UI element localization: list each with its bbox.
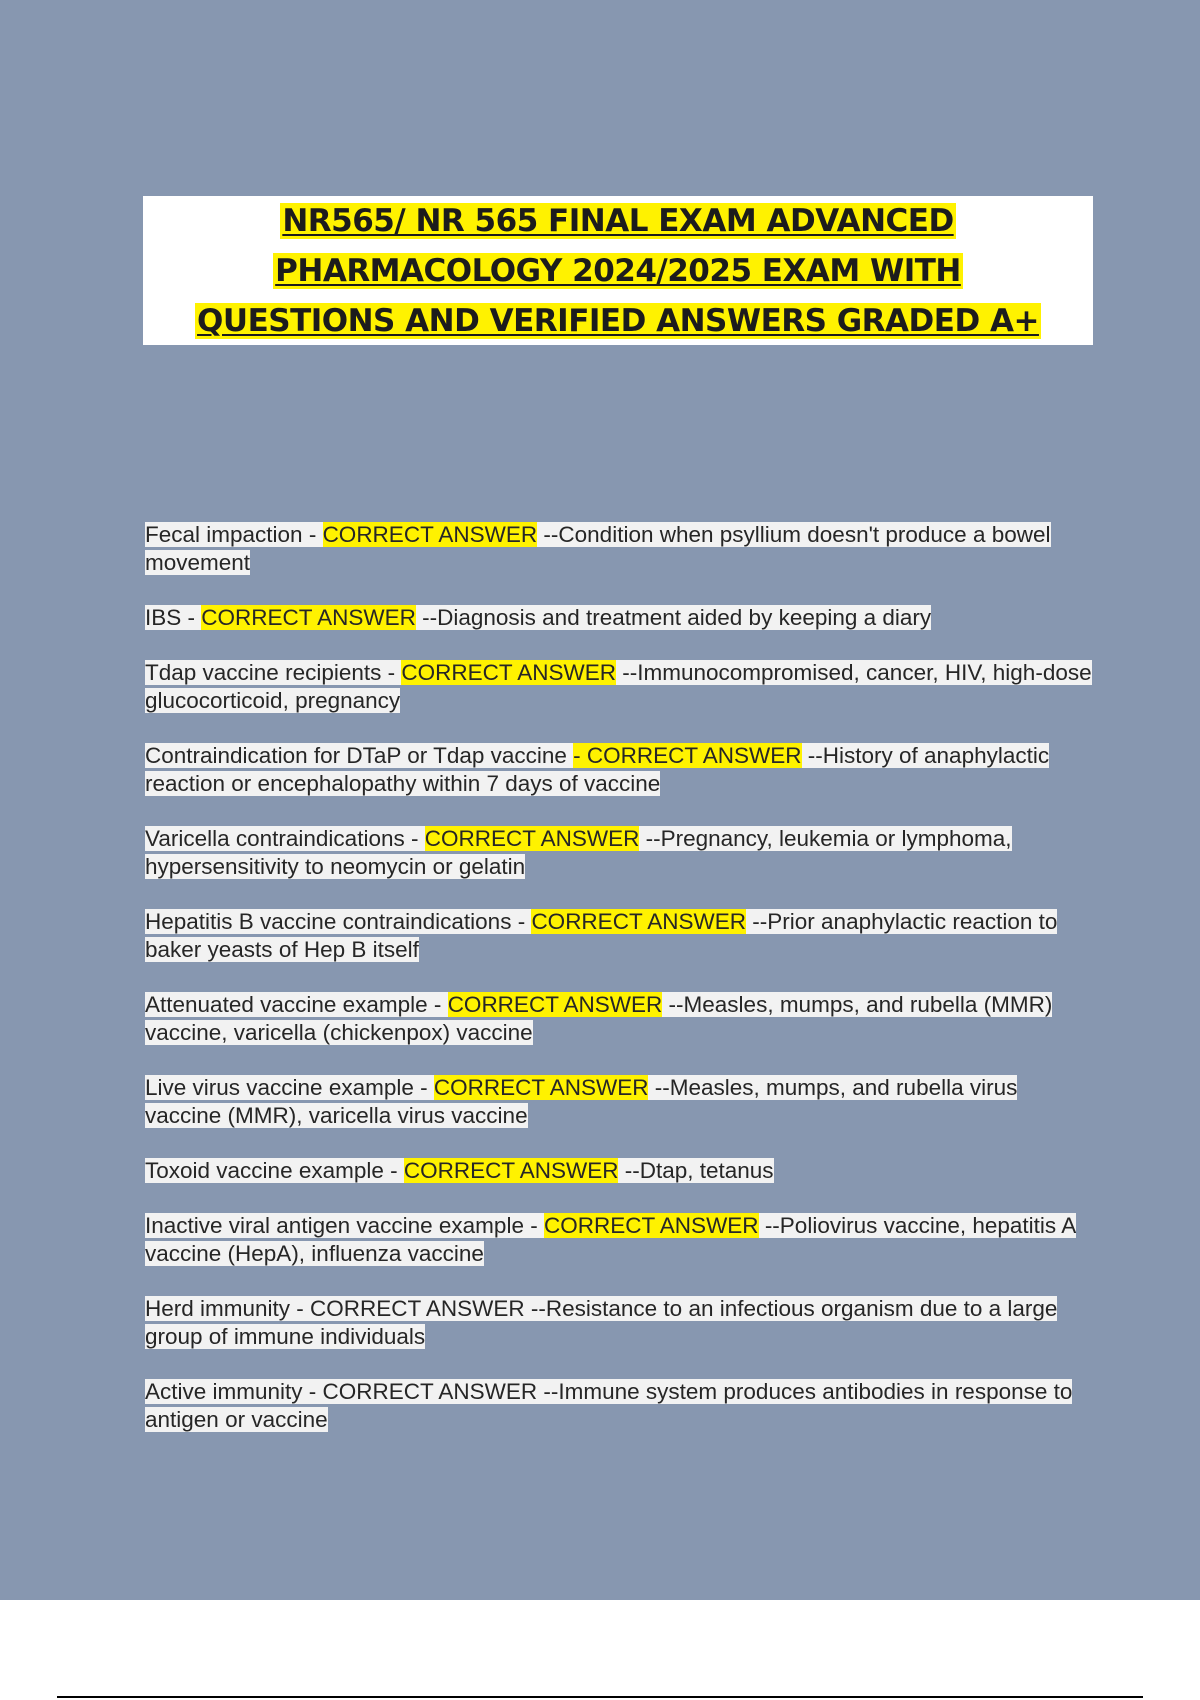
qa-item <box>145 1212 1095 1268</box>
correct-answer-label: - CORRECT ANSWER <box>573 743 802 768</box>
qa-answer: --Immunocompromised, cancer, HIV, high-dose glucocorticoid, pregnancy <box>145 660 1092 713</box>
correct-answer-label: CORRECT ANSWER <box>403 1158 619 1183</box>
qa-term: Active immunity - <box>145 1379 323 1404</box>
title-line-text: QUESTIONS AND VERIFIED ANSWERS GRADED A+ <box>197 303 1039 339</box>
document-title <box>143 196 1093 345</box>
qa-term: IBS - <box>145 605 202 630</box>
qa-list <box>145 521 1095 1461</box>
qa-answer: --Dtap, tetanus <box>618 1158 774 1183</box>
qa-item <box>145 1378 1095 1434</box>
qa-item <box>145 521 1095 577</box>
footer-divider <box>57 1696 1143 1698</box>
correct-answer-label: CORRECT ANSWER <box>424 826 640 851</box>
qa-term: Tdap vaccine recipients - <box>145 660 402 685</box>
qa-item <box>145 991 1095 1047</box>
qa-answer: --Prior anaphylactic reaction to baker yeasts of Hep B itself <box>145 909 1058 962</box>
qa-term: Herd immunity - <box>145 1296 311 1321</box>
correct-answer-label: CORRECT ANSWER <box>447 992 663 1017</box>
qa-item <box>145 742 1095 798</box>
qa-item <box>145 1157 1095 1185</box>
qa-term: Contraindication for DTaP or Tdap vaccine <box>145 743 574 768</box>
qa-term: Hepatitis B vaccine contraindications - <box>145 909 532 934</box>
qa-item <box>145 604 1095 632</box>
qa-answer: --Measles, mumps, and rubella virus vaccine (MMR), varicella virus vaccine <box>145 1075 1018 1128</box>
correct-answer-label: CORRECT ANSWER <box>310 1296 525 1321</box>
qa-item <box>145 1074 1095 1130</box>
qa-answer: --Poliovirus vaccine, hepatitis A vaccine (HepA), influenza vaccine <box>145 1213 1077 1266</box>
correct-answer-label: CORRECT ANSWER <box>401 660 616 685</box>
qa-term: Attenuated vaccine example - <box>145 992 448 1017</box>
qa-item <box>145 908 1095 964</box>
correct-answer-label: CORRECT ANSWER <box>543 1213 759 1238</box>
correct-answer-label: CORRECT ANSWER <box>322 522 538 547</box>
qa-answer: --Diagnosis and treatment aided by keeping a diary <box>415 605 932 630</box>
correct-answer-label: CORRECT ANSWER <box>201 605 416 630</box>
qa-answer: --Measles, mumps, and rubella (MMR) vaccine, varicella (chickenpox) vaccine <box>145 992 1053 1045</box>
title-line-text: NR565/ NR 565 FINAL EXAM ADVANCED <box>282 203 954 239</box>
qa-term: Toxoid vaccine example - <box>145 1158 404 1183</box>
correct-answer-label: CORRECT ANSWER <box>433 1075 649 1100</box>
qa-item <box>145 1295 1095 1351</box>
title-line-text: PHARMACOLOGY 2024/2025 EXAM WITH <box>275 253 961 289</box>
correct-answer-label: CORRECT ANSWER <box>322 1379 538 1404</box>
correct-answer-label: CORRECT ANSWER <box>531 909 747 934</box>
qa-answer: --Pregnancy, leukemia or lymphoma, hypersensitivity to neomycin or gelatin <box>145 826 1012 879</box>
qa-term: Fecal impaction - <box>145 522 323 547</box>
qa-answer: --Condition when psyllium doesn't produce a bowel movement <box>145 522 1051 575</box>
title-line <box>143 246 1093 296</box>
qa-answer: --History of anaphylactic reaction or encephalopathy within 7 days of vaccine <box>145 743 1050 796</box>
qa-term: Live virus vaccine example - <box>145 1075 434 1100</box>
title-line <box>143 196 1093 246</box>
qa-item <box>145 659 1095 715</box>
title-line <box>143 296 1093 346</box>
qa-answer: --Resistance to an infectious organism due to a large group of immune individuals <box>145 1296 1058 1349</box>
qa-term: Inactive viral antigen vaccine example - <box>145 1213 544 1238</box>
qa-answer: --Immune system produces antibodies in response to antigen or vaccine <box>145 1379 1073 1432</box>
qa-term: Varicella contraindications - <box>145 826 425 851</box>
qa-item <box>145 825 1095 881</box>
